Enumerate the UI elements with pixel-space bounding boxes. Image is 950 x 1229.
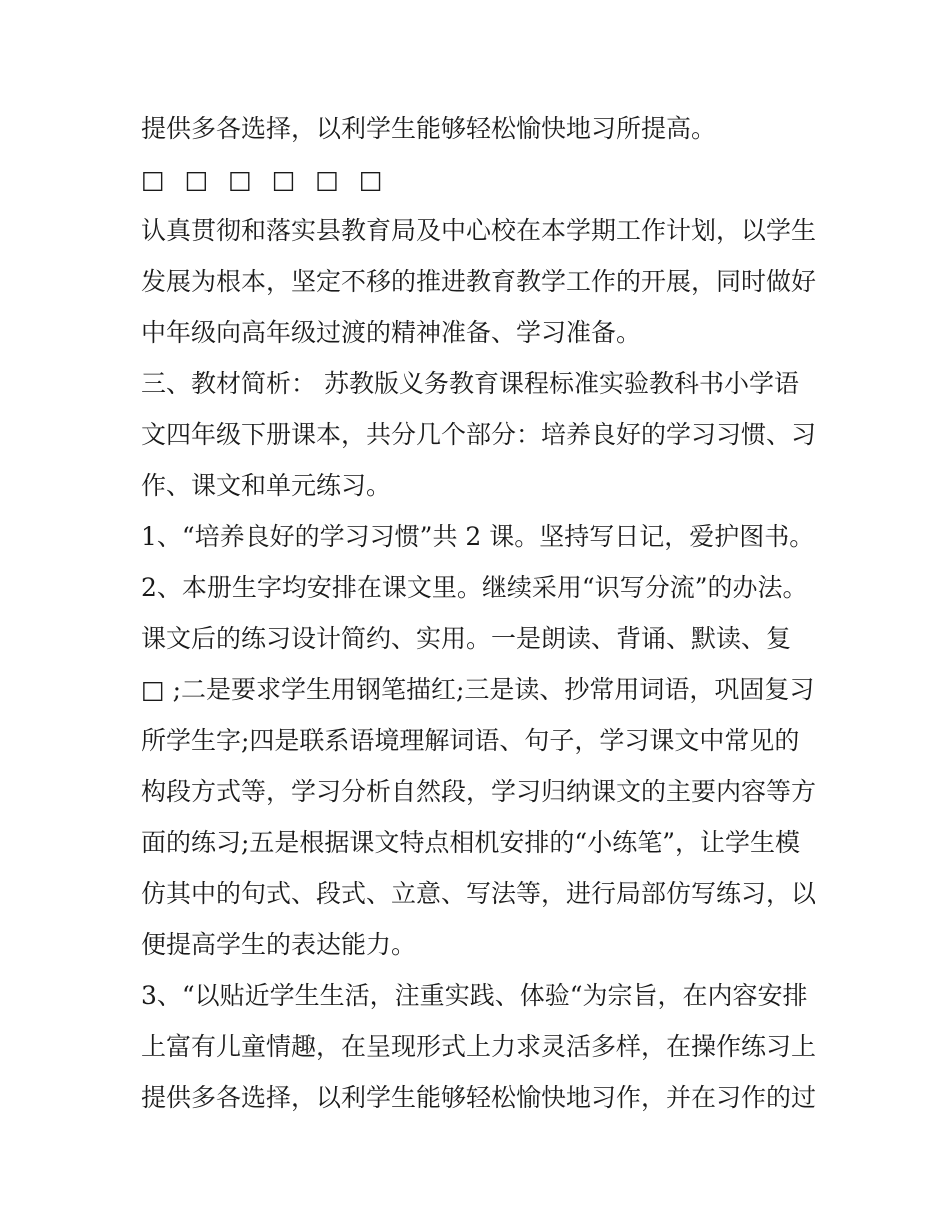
missing-glyph-heading: □ □ □ □ □ □	[141, 165, 389, 194]
text-line-7: 文四年级下册课本，共分几个部分：培养良好的学习习惯、习	[141, 420, 817, 449]
text-line-19: 上富有儿童情趣，在呈现形式上力求灵活多样，在操作练习上	[141, 1032, 817, 1061]
text-line-17: 便提高学生的表达能力。	[141, 930, 417, 959]
list-item-2: 2、本册生字均安排在课文里。继续采用“识写分流”的办法。	[141, 573, 808, 602]
text-line-20: 提供多各选择，以利学生能够轻松愉快地习作，并在习作的过	[141, 1083, 817, 1112]
section-heading-textbook-analysis: 三、教材简析： 苏教版义务教育课程标准实验教科书小学语	[141, 369, 799, 398]
text-line-4: 发展为根本，坚定不移的推进教育教学工作的开展，同时做好	[141, 267, 817, 296]
text-line-13: 所学生字;四是联系语境理解词语、句子，学习课文中常见的	[141, 726, 800, 755]
text-line-8: 作、课文和单元练习。	[141, 471, 392, 500]
list-item-3: 3、“以贴近学生生活，注重实践、体验“为宗旨，在内容安排	[141, 981, 808, 1010]
text-line-12: □ ;二是要求学生用钢笔描红;三是读、抄常用词语，巩固复习	[141, 675, 815, 704]
text-line-5: 中年级向高年级过渡的精神准备、学习准备。	[141, 318, 642, 347]
text-line-15: 面的练习;五是根据课文特点相机安排的“小练笔”，让学生模	[141, 828, 800, 857]
text-line-3: 认真贯彻和落实县教育局及中心校在本学期工作计划，以学生	[141, 216, 817, 245]
text-line-11: 课文后的练习设计简约、实用。一是朗读、背诵、默读、复	[141, 624, 792, 653]
text-line-16: 仿其中的句式、段式、立意、写法等，进行局部仿写练习，以	[141, 879, 817, 908]
document-body	[141, 103, 821, 1123]
text-line-14: 构段方式等，学习分析自然段，学习归纳课文的主要内容等方	[141, 777, 817, 806]
list-item-1: 1、“培养良好的学习习惯”共 2 课。坚持写日记，爱护图书。	[141, 522, 815, 551]
text-line-1: 提供多各选择，以利学生能够轻松愉快地习所提高。	[141, 114, 717, 143]
